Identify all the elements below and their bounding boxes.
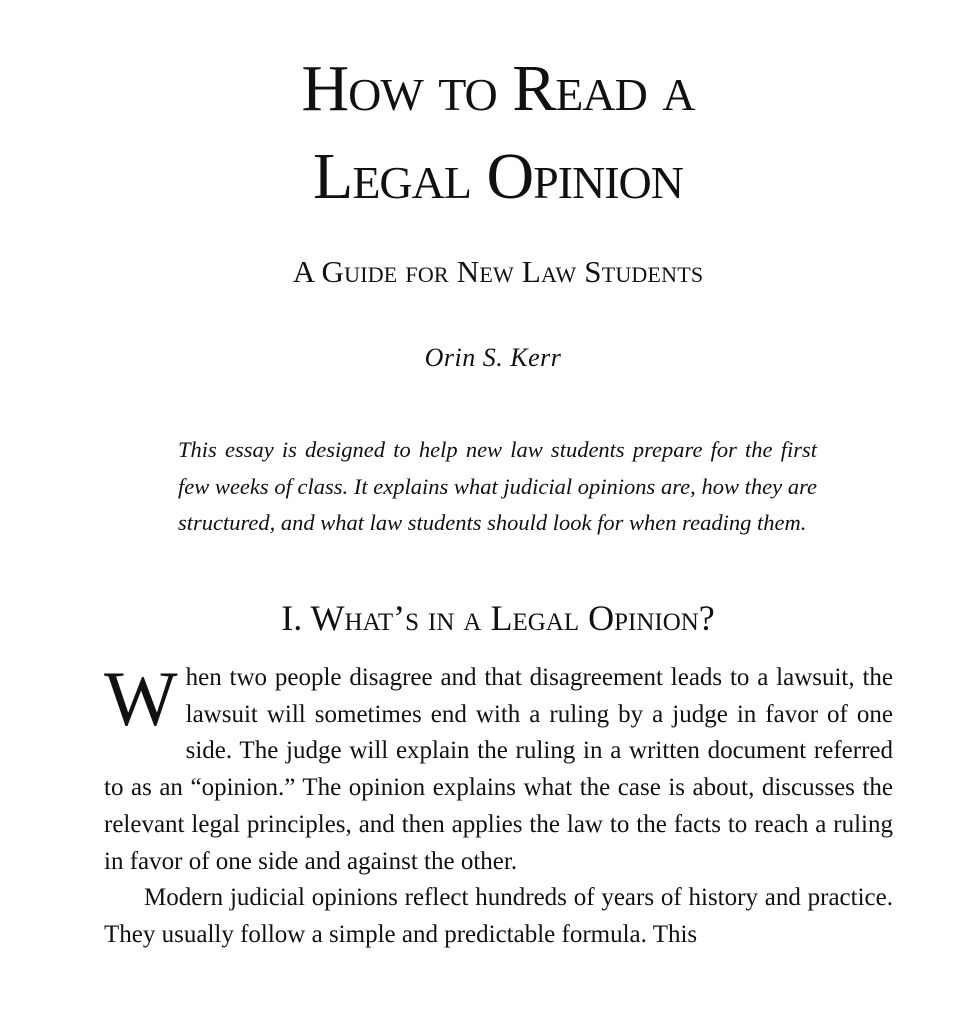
subtitle: A Guide for New Law Students <box>292 254 704 289</box>
body-text <box>104 655 893 954</box>
author-name: Orin S. Kerr <box>424 343 562 372</box>
paragraph-1: hen two people disagree and that disagreement leads to a lawsuit, the lawsuit will sometimes end with a ruling by a judge in favor of one side. The judge will explain the ruling in a written document referred to as an “opinion.” The opinion explains what the case is about, discusses the relevant legal principles, and then applies the law to the facts to reach a ruling in favor of one side and against the other. <box>104 664 893 875</box>
paragraph-2: Modern judicial opinions reflect hundreds of years of history and practice. They usually follow a simple and predictable formula. This <box>104 884 893 948</box>
abstract: This essay is designed to help new law students prepare for the first few weeks of class. It explains what judicial opinions are, how they are structured, and what law students should look for when reading them. <box>178 437 817 535</box>
section-heading: I. What’s in a Legal Opinion? <box>281 598 715 638</box>
drop-cap: W <box>104 655 178 742</box>
title-line-1: How to Read a <box>301 52 695 125</box>
title-line-2: Legal Opinion <box>313 140 683 213</box>
